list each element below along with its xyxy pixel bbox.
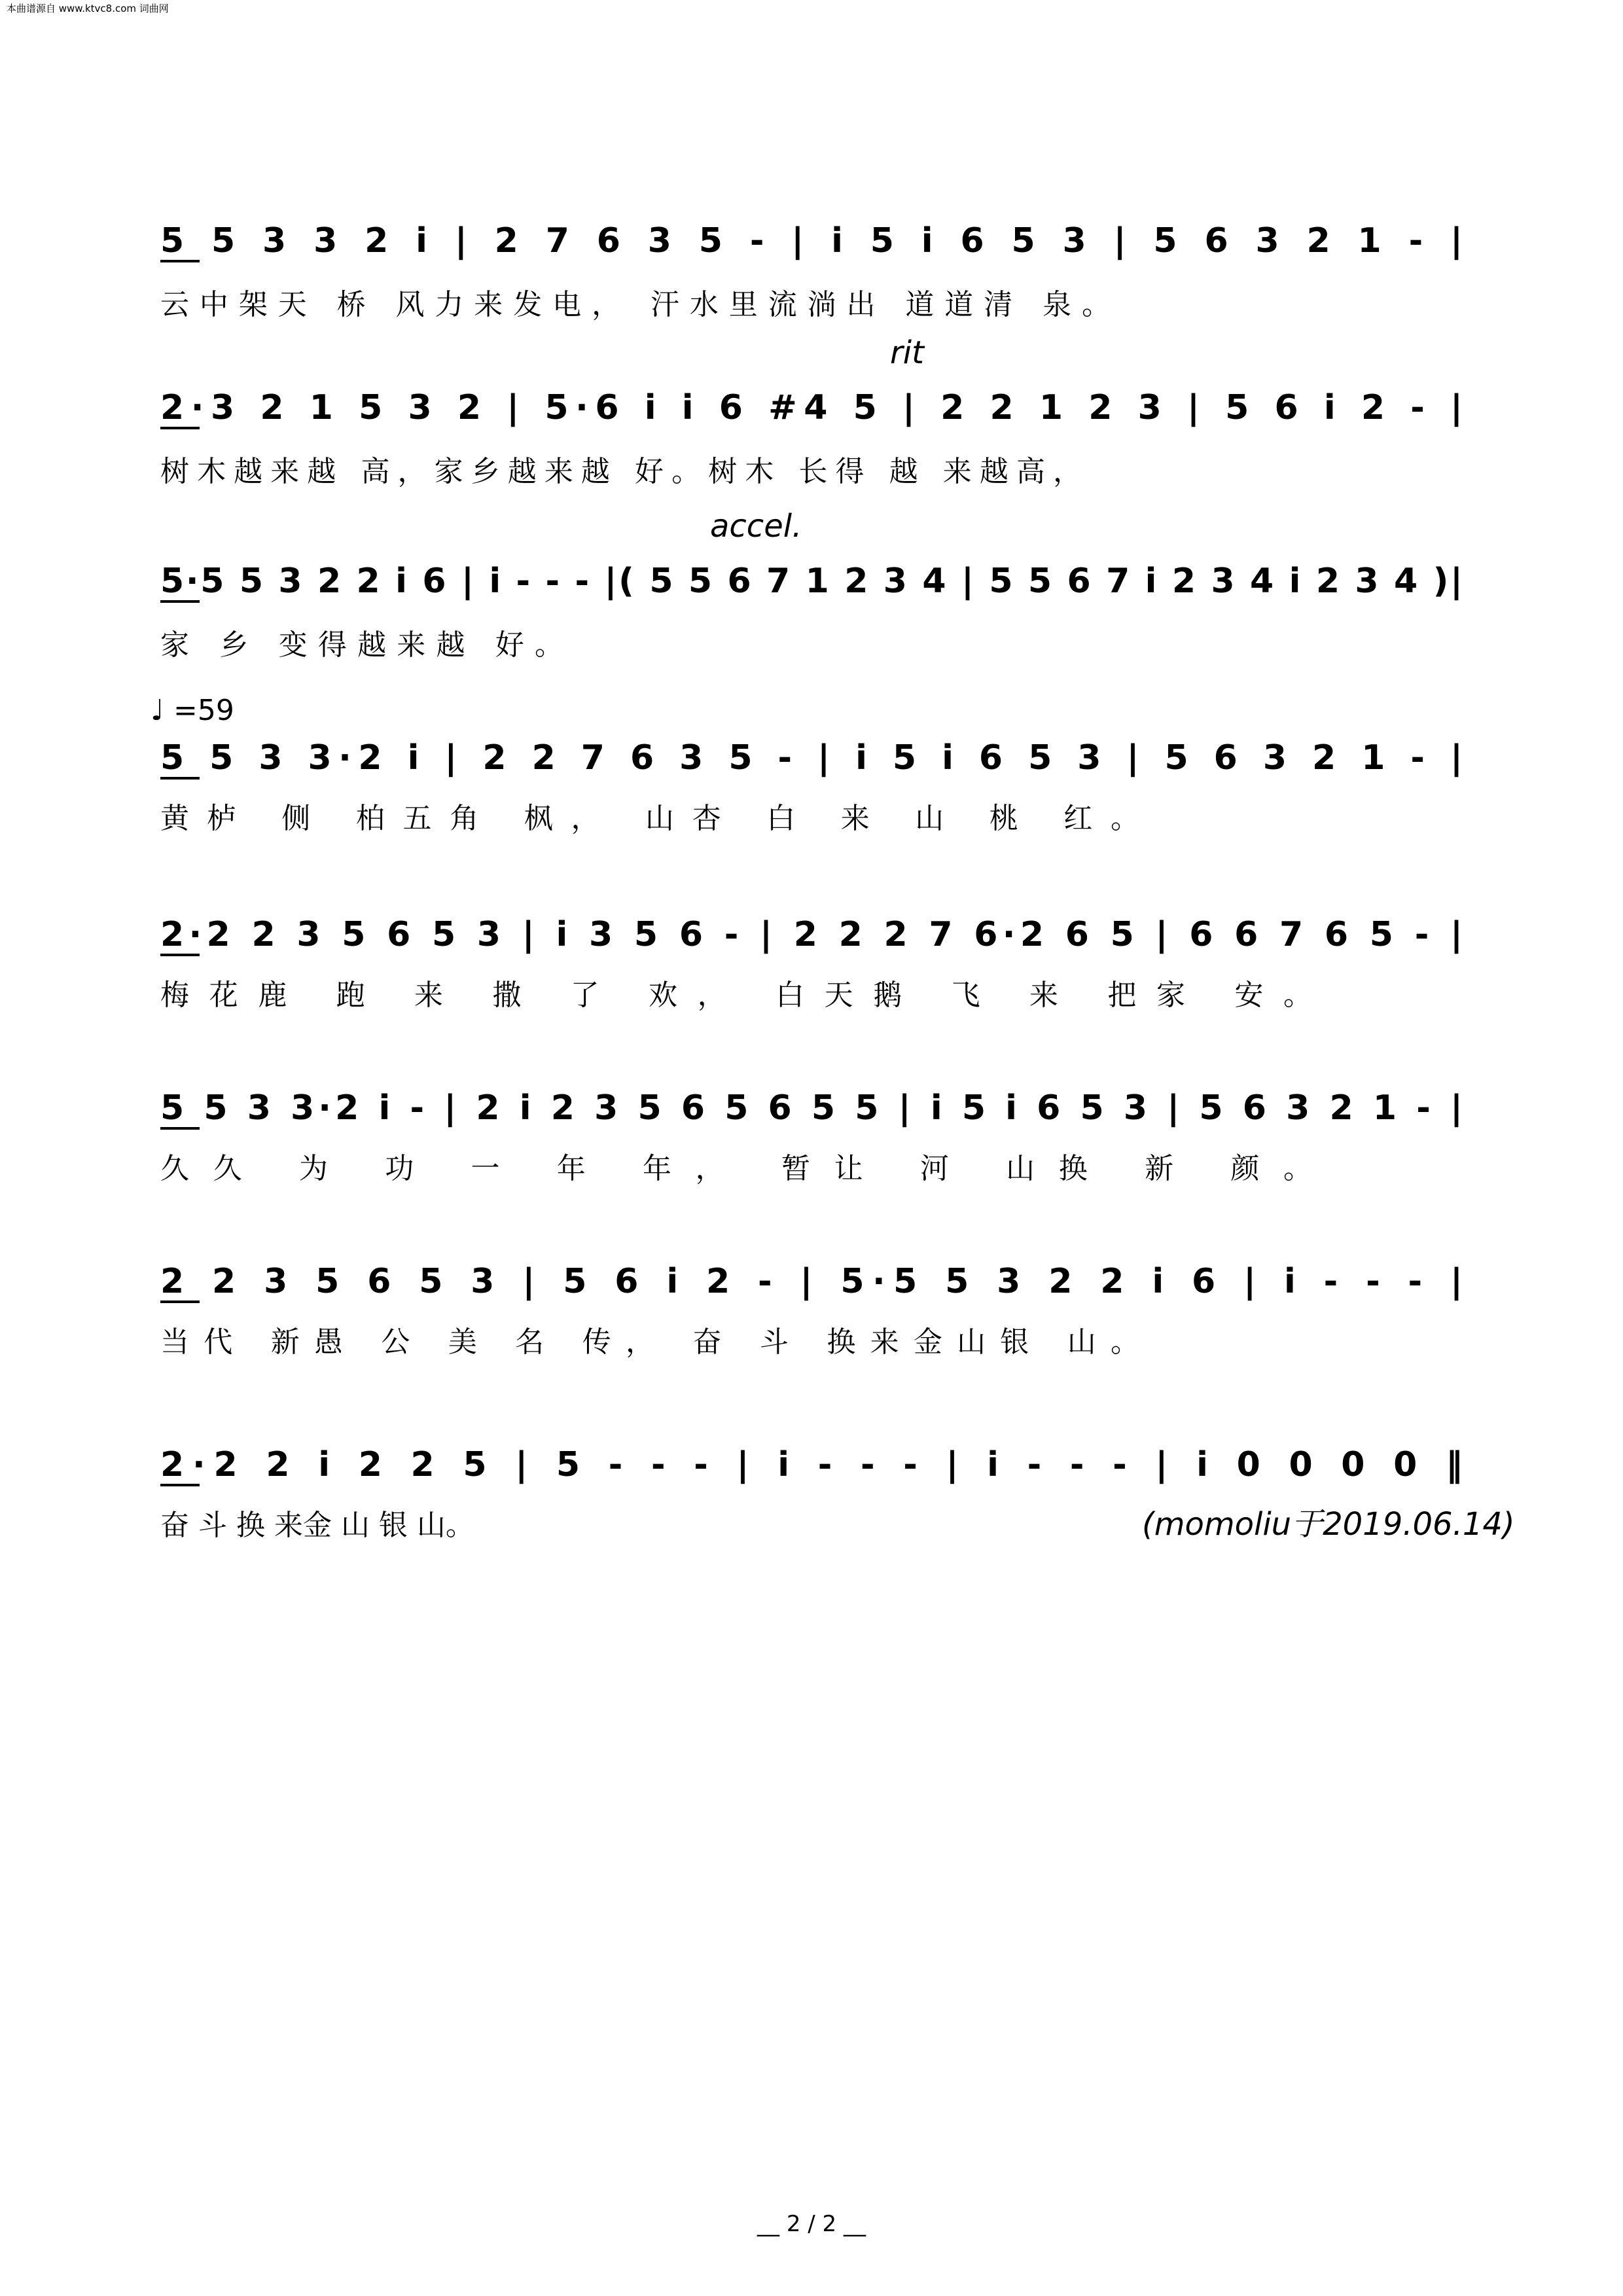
- page-number: __ 2 / 2 __: [757, 2211, 866, 2237]
- notation-line: 2·3 2 1 5 3 2 | 5·6 i i 6 #4 5 | 2 2 1 2 3 | 5 6 i 2 - |: [160, 388, 1463, 427]
- notation-line: 5·5 5 3 2 2 i 6 | i - - - |( 5 5 6 7 1 2 3 4 | 5 5 6 7 i 2 3 4 i 2 3 4 )|: [160, 562, 1463, 601]
- lyrics-line: 家 乡 变得越来越 好。: [160, 628, 563, 662]
- notation-line: 5 5 3 3·2 i - | 2 i 2 3 5 6 5 6 5 5 | i 5 i 6 5 3 | 5 6 3 2 1 - |: [160, 1088, 1463, 1128]
- notation-line: 5 5 3 3 2 i | 2 7 6 3 5 - | i 5 i 6 5 3 | 5 6 3 2 1 - |: [160, 221, 1463, 260]
- tempo-marking: accel.: [710, 508, 802, 545]
- lyrics-line: 黄栌 侧 柏五角 枫， 山杏 白 来 山 桃 红。: [160, 802, 1139, 835]
- metronome-mark: =59: [173, 694, 234, 727]
- tempo-marking: rit: [890, 334, 924, 371]
- notation-line: 2 2 3 5 6 5 3 | 5 6 i 2 - | 5·5 5 3 2 2 i 6 | i - - - |: [160, 1262, 1463, 1301]
- notation-line: 2·2 2 i 2 2 5 | 5 - - - | i - - - | i - - - | i 0 0 0 0 ‖: [160, 1445, 1463, 1484]
- lyrics-line: 久久 为 功 一 年 年， 暂让 河 山换 新 颜。: [160, 1152, 1313, 1185]
- lyrics-line: 树木越来越 高，家乡越来越 好。树木 长得 越 来越高，: [160, 455, 1082, 488]
- source-note: 本曲谱源自 www.ktvc8.com 词曲网: [7, 3, 169, 14]
- lyrics-line: 奋 斗 换 来金 山 银 山。: [160, 1509, 474, 1542]
- notation-line: 5 5 3 3·2 i | 2 2 7 6 3 5 - | i 5 i 6 5 3 | 5 6 3 2 1 - |: [160, 738, 1463, 778]
- lyrics-line: 梅花鹿 跑 来 撒 了 欢， 白天鹅 飞 来 把家 安。: [160, 978, 1313, 1012]
- notation-line: 2·2 2 3 5 6 5 3 | i 3 5 6 - | 2 2 2 7 6·2 6 5 | 6 6 7 6 5 - |: [160, 915, 1463, 954]
- lyrics-line: 当代 新愚 公 美 名 传， 奋 斗 换来金山银 山。: [160, 1325, 1139, 1359]
- quarter-note-icon: ♩: [151, 694, 164, 727]
- lyrics-line: 云中架天 桥 风力来发电， 汗水里流淌出 道道清 泉。: [160, 288, 1111, 321]
- signature: (momoliu于2019.06.14): [1142, 1506, 1515, 1543]
